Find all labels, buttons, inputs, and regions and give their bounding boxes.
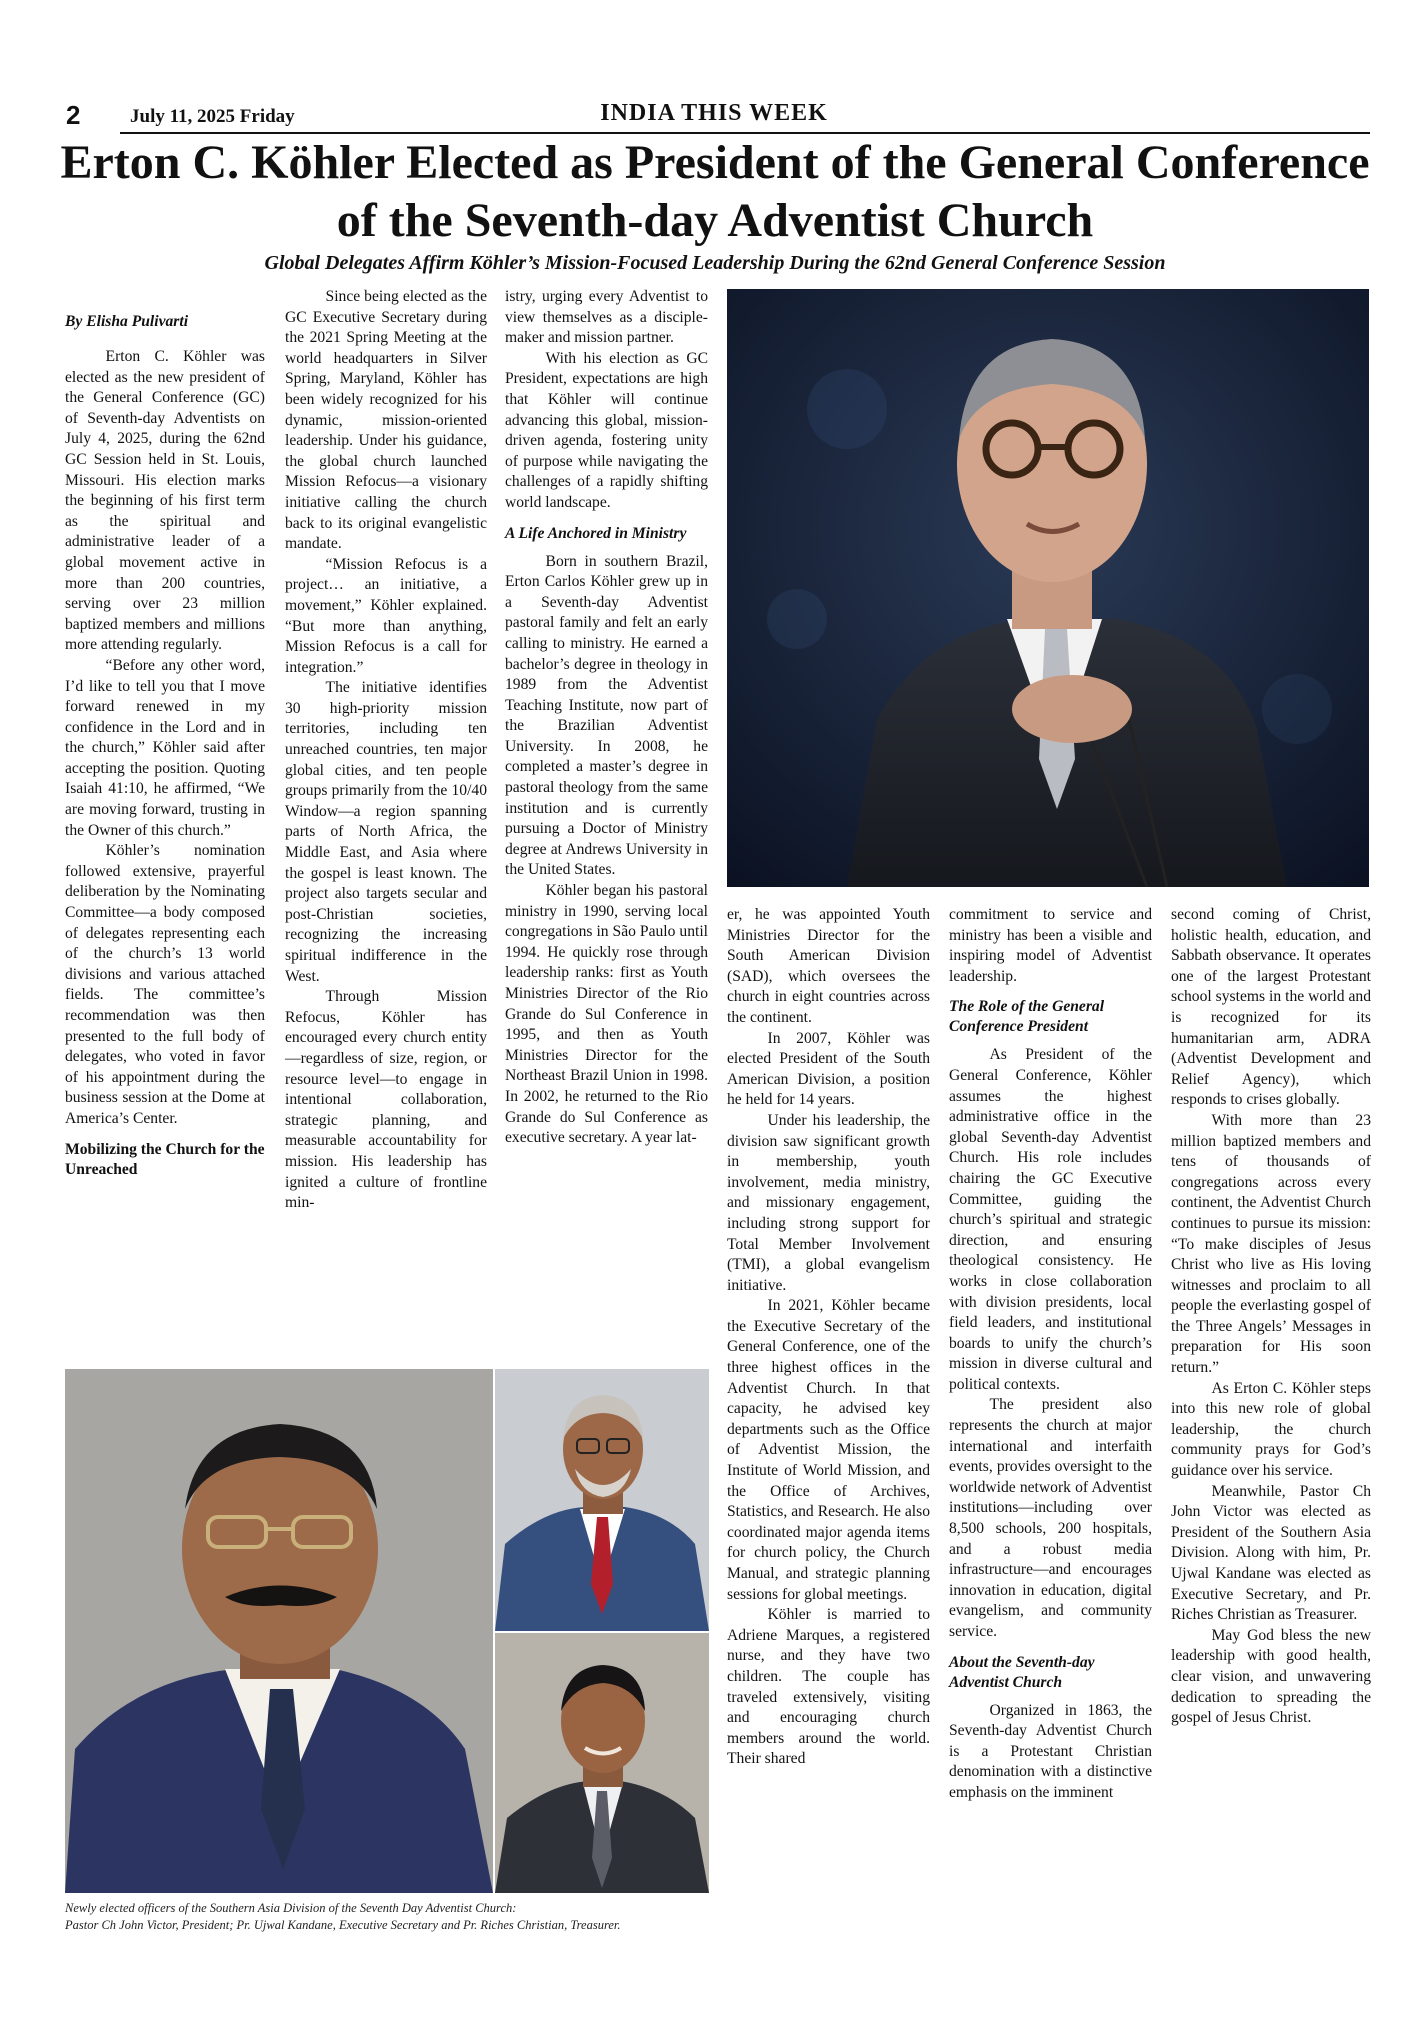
column-3 (505, 287, 708, 1149)
column-1 (65, 313, 265, 1188)
paragraph: As President of the General Conference, Köhler assumes the highest administrative office in the global Seventh-day Adventist Church. His role includes chairing the GC Executive Committee, guiding the church’s spiritual and strategic direction, and ensuring theological consistency. He works in close collaboration with division presidents, local field leaders, and institutional boards to unify the church’s mission in diverse cultural and political contexts. (949, 1046, 1152, 1393)
kohler-photo (727, 289, 1369, 887)
publication-title: INDIA THIS WEEK (600, 100, 828, 126)
paragraph: The president also represents the church at major international and interfaith events, provides oversight to the worldwide network of Adventist institutions—including over 8,500 schools, 200 hospitals, and a robust media infrastructure—and encourages innovation in education, digital evangelism, and community service. (949, 1396, 1152, 1640)
paragraph: Köhler began his pastoral ministry in 1990, serving local congregations in São Paulo until 1994. He quickly rose through leadership ranks: first as Youth Ministries Director of the Rio Grande do Sul Conference in 1995, and then as Youth Ministries Director for the Northeast Brazil Union in 1998. In 2002, he returned to the Rio Grande do Sul Conference as executive secretary. A year lat- (505, 882, 708, 1147)
paragraph: istry, urging every Adventist to view themselves as a disciple-maker and mission partner. (505, 288, 708, 347)
headline: Erton C. Köhler Elected as President of the General Conference of the Seventh-day Adventist Church (60, 136, 1370, 247)
paragraph: In 2021, Köhler became the Executive Secretary of the General Conference, one of the three highest offices in the Adventist Church. In that capacity, he advised key departments such as the Office of Adventist Mission, the Institute of World Mission, and the Office of Archives, Statistics, and Research. He also coordinated major agenda items for church policy, the Church Manual, and strategic planning sessions for global meetings. (727, 1297, 930, 1603)
page-number: 2 (66, 100, 81, 130)
paragraph: Organized in 1863, the Seventh-day Adventist Church is a Protestant Christian denomination with a distinctive emphasis on the imminent (949, 1701, 1152, 1801)
section-heading-about: About the Seventh-day Adventist Church (949, 1653, 1095, 1691)
paragraph: Through Mission Refocus, Köhler has encouraged every church entity—regardless of size, region, or resource level—to engage in intentional collaboration, strategic planning, and measurable accountability for mission. His leadership has ignited a culture of frontline min- (285, 988, 487, 1212)
riches-christian-portrait-illustration (495, 1633, 709, 1893)
section-heading-life: A Life Anchored in Ministry (505, 524, 687, 542)
paragraph: er, he was appointed Youth Ministries Director for the South American Division (SAD), which oversees the church in eight countries across the continent. (727, 906, 930, 1026)
paragraph: Since being elected as the GC Executive Secretary during the 2021 Spring Meeting at the world headquarters in Silver Spring, Maryland, Köhler has been widely recognized for his dynamic, mission-oriented leadership. Under his guidance, the global church launched Mission Refocus—a visionary initiative calling the church back to its original evangelistic mandate. (285, 288, 487, 553)
paragraph: With his election as GC President, expectations are high that Köhler will continue advancing this global, mission-driven agenda, fostering unity of purpose while navigating the challenges of a rapidly shifting world landscape. (505, 349, 708, 511)
caption-line-2: Pastor Ch John Victor, President; Pr. Ujwal Kandane, Executive Secretary and Pr. Riches Christian, Treasurer. (65, 1918, 621, 1932)
john-victor-portrait-illustration (65, 1369, 493, 1893)
photo-caption (65, 1900, 710, 1934)
paragraph: second coming of Christ, holistic health, education, and Sabbath observance. It operates one of the largest Protestant school systems in the world and is recognized for its humanitarian arm, ADRA (Adventist Development and Relief Agency), which responds to crises globally. (1171, 906, 1371, 1109)
section-heading-role: The Role of the General Conference President (949, 998, 1105, 1036)
paragraph: May God bless the new leadership with good health, clear vision, and unwavering dedication to spreading the gospel of Jesus Christ. (1171, 1626, 1371, 1727)
paragraph: “Before any other word, I’d like to tell you that I move forward renewed in my confidence in the Lord and in the church,” Köhler said after accepting the position. Quoting Isaiah 41:10, he affirmed, “We are moving forward, trusting in the Owner of this church.” (65, 656, 265, 839)
paragraph: commitment to service and ministry has been a visible and inspiring model of Adventist leadership. (949, 906, 1152, 985)
issue-date: July 11, 2025 Friday (130, 106, 295, 127)
paragraph: Köhler’s nomination followed extensive, prayerful deliberation by the Nominating Committee—a body composed of delegates representing each of the church’s 13 world divisions and various attached fields. The committee’s recommendation was then presented to the full body of delegates, who voted in favor of his appointment during the business session at the Dome at America’s Center. (65, 842, 265, 1127)
column-5 (949, 905, 1152, 1804)
ujwal-kandane-photo (495, 1369, 709, 1631)
column-6 (1171, 905, 1371, 1729)
paragraph: Meanwhile, Pastor Ch John Victor was elected as President of the Southern Asia Division. Along with him, Pr. Ujwal Kandane was elected as Executive Secretary, and Pr. Riches Christian as Treasurer. (1171, 1482, 1371, 1624)
john-victor-photo (65, 1369, 493, 1893)
subheadline: Global Delegates Affirm Köhler’s Mission-Focused Leadership During the 62nd General Conference Session (264, 252, 1166, 274)
paragraph: Köhler is married to Adriene Marques, a registered nurse, and they have two children. The couple has traveled extensively, visiting and encouraging church members around the world. Their shared (727, 1606, 930, 1768)
paragraph: In 2007, Köhler was elected President of the South American Division, a position he held for 14 years. (727, 1029, 930, 1109)
paragraph: Born in southern Brazil, Erton Carlos Köhler grew up in a Seventh-day Adventist pastoral family and felt an early calling to ministry. He earned a bachelor’s degree in theology in 1989 from the Adventist Teaching Institute, now part of the Brazilian Adventist University. In 2008, he completed a master’s degree in pastoral theology from the same institution and is currently pursuing a Doctor of Ministry degree at Andrews University in the United States. (505, 552, 708, 879)
caption-line-1: Newly elected officers of the Southern Asia Division of the Seventh Day Adventist Church: (65, 1901, 517, 1915)
column-4 (727, 905, 930, 1770)
column-2 (285, 287, 487, 1214)
paragraph: The initiative identifies 30 high-priority mission territories, including ten unreached countries, ten major global cities, and ten people groups primarily from the 10/40 Window—a region spanning parts of North Africa, the Middle East, and Asia where the gospel is least known. The project also targets secular and post-Christian societies, recognizing the increasing spiritual indifference in the West. (285, 679, 487, 985)
paragraph: With more than 23 million baptized members and tens of thousands of congregations across every continent, the Adventist Church continues to pursue its mission: “To make disciples of Jesus Christ who live as His loving witnesses and proclaim to all people the everlasting gospel of the Three Angels’ Messages in preparation for His soon return.” (1171, 1111, 1371, 1377)
riches-christian-photo (495, 1633, 709, 1893)
paragraph: As Erton C. Köhler steps into this new role of global leadership, the church community prays for God’s guidance over his service. (1171, 1379, 1371, 1480)
section-heading-mobilizing: Mobilizing the Church for the Unreached (65, 1140, 265, 1178)
ujwal-kandane-portrait-illustration (495, 1369, 709, 1631)
kohler-portrait-illustration (727, 289, 1369, 887)
byline: By Elisha Pulivarti (65, 313, 189, 330)
paragraph: Erton C. Köhler was elected as the new president of the General Conference (GC) of Seventh-day Adventists on July 4, 2025, during the 62nd GC Session held in St. Louis, Missouri. His election marks the beginning of his first term as the spiritual and administrative leader of a global movement active in more than 200 countries, serving over 23 million baptized members and millions more attending regularly. (65, 348, 265, 654)
paragraph: “Mission Refocus is a project… an initiative, a movement,” Köhler explained. “But more than anything, Mission Refocus is a call for integration.” (285, 555, 487, 676)
paragraph: Under his leadership, the division saw significant growth in membership, youth involvement, media ministry, and missionary engagement, including strong support for Total Member Involvement (TMI), a global evangelism initiative. (727, 1111, 930, 1294)
